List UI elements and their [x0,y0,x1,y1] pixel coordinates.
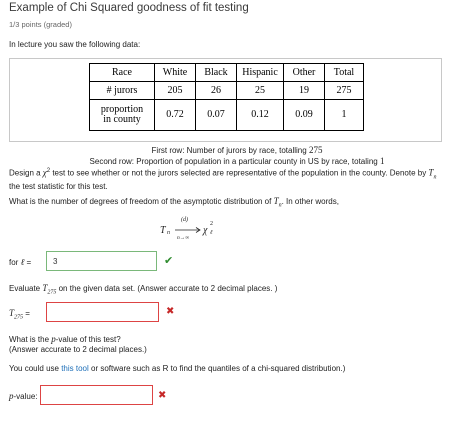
caption-text: Second row: Proportion of population in a particular county in US by race, totaling [89,157,380,166]
pvalue-answer-input[interactable] [40,385,153,405]
row-label-line: in county [103,114,141,125]
evaluate-question [9,283,465,298]
ell-label [9,257,31,267]
dof-text: . In other words, [281,197,339,206]
table-cell: # jurors [90,82,155,100]
tn-symbol: T [428,167,434,178]
table-cell: 0.09 [284,100,325,131]
table-cell: 205 [155,82,196,100]
tool-link[interactable]: this tool [61,364,89,373]
table-cell: 0.12 [237,100,284,131]
data-table [89,63,364,131]
limit-label: n→∞ [177,235,190,241]
question-text: (Answer accurate to 2 decimal places.) [9,345,147,354]
caption-second-row [0,156,474,166]
table-header-cell: White [155,64,196,82]
t-symbol: T [9,308,15,318]
convergence-label: (d) [181,217,188,223]
table-header-cell: Other [284,64,325,82]
label-text: = [24,258,32,267]
caption-number: 1 [379,156,385,166]
table-cell: 19 [284,82,325,100]
caption-first-row [0,145,474,155]
table-cell: 25 [237,82,284,100]
design-text: the test statistic for this test. [9,182,108,192]
label-text: for [9,258,21,267]
chi-superscript: 2 [46,168,51,174]
chi-superscript: 2 [210,221,213,227]
label-text: -value: [13,392,38,401]
table-header-cell: Hispanic [237,64,284,82]
chi-subscript: ℓ [210,230,213,236]
label-text: = [23,309,30,318]
caption-number: 275 [308,145,323,155]
t-subscript: 275 [47,289,57,296]
statistic-answer-input[interactable] [46,302,159,322]
table-header-cell: Black [196,64,237,82]
tn-subscript: n [278,202,282,209]
problem-title: Example of Chi Squared goodness of fit testing [9,2,249,14]
tn-subscript: n [167,230,170,236]
intro-text: In lecture you saw the following data: [9,40,141,49]
tn-symbol: T [160,225,166,236]
row-label-line: proportion [100,104,144,115]
question-text: -value of this test? [55,335,121,344]
pvalue-label [9,391,38,401]
table-cell: 0.07 [196,100,237,131]
check-icon: ✔ [164,255,174,267]
pvalue-question [9,334,465,355]
dof-answer-input[interactable] [46,251,157,271]
cross-icon: ✖ [158,390,167,401]
dof-question [9,196,465,211]
cross-icon: ✖ [166,306,175,317]
table-cell: 26 [196,82,237,100]
table-row [90,64,364,82]
design-text: Design a [9,168,43,178]
t-subscript: 275 [14,314,24,321]
question-text: on the given data set. (Answer accurate to 2 decimal places. ) [56,284,278,293]
t-symbol: T [42,283,48,293]
design-paragraph [9,166,465,192]
tn-symbol: T [273,196,279,206]
p-symbol: p [9,391,14,401]
hint-text-part: or software such as R to find the quantiles of a chi-squared distribution.) [88,364,346,373]
table-header-cell: Total [325,64,364,82]
hint-text-part: You could use [9,364,62,373]
question-text: Evaluate [9,284,43,293]
ell-symbol: ℓ [20,257,25,267]
chi-symbol: χ [42,167,47,178]
p-symbol: p [51,334,56,344]
caption-text: First row: Number of jurors by race, totalling [151,146,309,155]
chi-symbol: χ [203,225,208,236]
design-text: test to see whether or not the jurors selected are representative of the population in the county. Denote by [50,168,429,178]
convergence-expression [160,217,220,243]
statistic-label [9,308,30,321]
table-cell: 1 [325,100,364,131]
hint-text [9,364,465,374]
question-text: What is the [9,335,52,344]
arrow-icon [174,226,202,234]
table-cell: 275 [325,82,364,100]
table-row [90,82,364,100]
tn-subscript: n [433,174,437,181]
input-value: 3 [53,256,58,266]
dof-text: What is the number of degrees of freedom of the asymptotic distribution of [9,197,274,206]
table-row [90,100,364,131]
table-cell: 0.72 [155,100,196,131]
table-cell [90,100,155,131]
points-label: 1/3 points (graded) [9,20,72,29]
table-header-cell: Race [90,64,155,82]
